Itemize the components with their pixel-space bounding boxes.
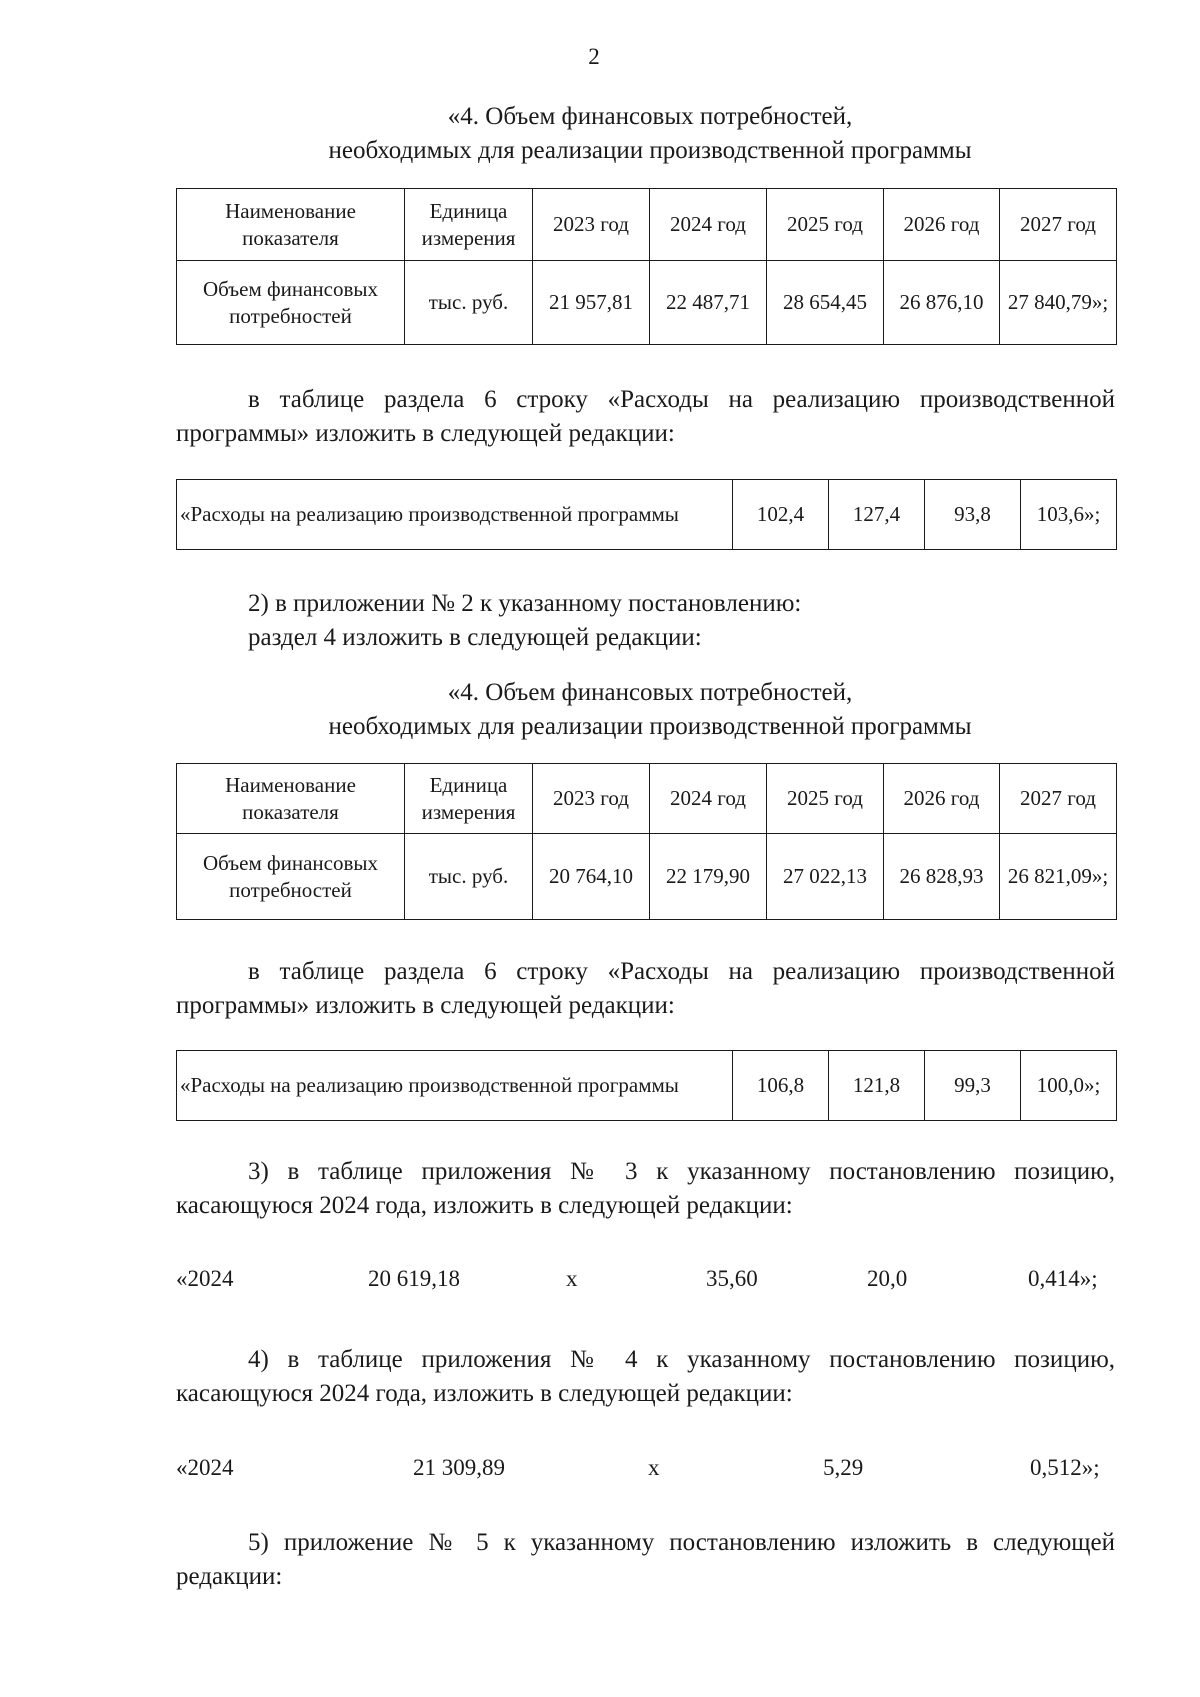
heading-line-2: необходимых для реализации производственной программы bbox=[328, 137, 972, 164]
table-cell: 99,3 bbox=[925, 1051, 1021, 1121]
item-3-value: 35,60 bbox=[706, 1266, 758, 1291]
header-cell: 2025 год bbox=[767, 764, 884, 834]
costs-table-2 bbox=[176, 1050, 1117, 1121]
item-5-paragraph: 5) приложение № 5 к указанному постановлению изложить в следующей редакции: bbox=[176, 1529, 1115, 1590]
paragraph-costs-1: в таблице раздела 6 строку «Расходы на реализацию производственной программы» изложить в следующей редакции: bbox=[176, 386, 1115, 447]
financial-needs-table-2 bbox=[176, 763, 1117, 920]
item-4-value: 0,512»; bbox=[1030, 1455, 1100, 1480]
table-header-row bbox=[177, 764, 1117, 834]
header-cell: Единица измерения bbox=[405, 764, 533, 834]
table-cell: 22 179,90 bbox=[650, 834, 767, 920]
heading-line-1: «4. Объем финансовых потребностей, bbox=[447, 679, 853, 706]
table-cell: 26 876,10 bbox=[884, 261, 1000, 345]
header-cell: 2024 год bbox=[650, 764, 767, 834]
item-3-value: 0,414»; bbox=[1028, 1266, 1098, 1291]
item-3-paragraph: 3) в таблице приложения № 3 к указанному постановлению позицию, касающуюся 2024 года, изложить в следующей редакции: bbox=[176, 1158, 1115, 1219]
header-cell: 2026 год bbox=[884, 189, 1000, 261]
table-cell: 26 828,93 bbox=[884, 834, 1000, 920]
table-row bbox=[177, 834, 1117, 920]
table-cell: тыс. руб. bbox=[405, 261, 533, 345]
heading-line-2: необходимых для реализации производственной программы bbox=[328, 713, 972, 740]
item-4-value: 21 309,89 bbox=[413, 1455, 505, 1480]
heading-line-1: «4. Объем финансовых потребностей, bbox=[447, 103, 853, 130]
costs-label: «Расходы на реализацию производственной программы bbox=[177, 480, 733, 550]
table-row bbox=[177, 1051, 1117, 1121]
table-cell: 100,0»; bbox=[1021, 1051, 1117, 1121]
table-cell: 106,8 bbox=[733, 1051, 829, 1121]
table-cell: Объем финансовых потребностей bbox=[177, 834, 405, 920]
item-3-value: «2024 bbox=[176, 1266, 234, 1291]
costs-table-1 bbox=[176, 479, 1117, 550]
item-2-line-2: раздел 4 изложить в следующей редакции: bbox=[248, 624, 702, 651]
header-cell: Наименование показателя bbox=[177, 189, 405, 261]
table-cell: 26 821,09»; bbox=[1000, 834, 1117, 920]
item-4-value: «2024 bbox=[176, 1455, 234, 1480]
item-2-line-1: 2) в приложении № 2 к указанному постановлению: bbox=[248, 590, 802, 617]
table-cell: 127,4 bbox=[829, 480, 925, 550]
table-cell: 20 764,10 bbox=[533, 834, 650, 920]
item-3-value: х bbox=[566, 1266, 578, 1291]
item-3-value: 20 619,18 bbox=[368, 1266, 460, 1291]
table-cell: 28 654,45 bbox=[767, 261, 884, 345]
costs-label: «Расходы на реализацию производственной программы bbox=[177, 1051, 733, 1121]
paragraph-costs-2: в таблице раздела 6 строку «Расходы на реализацию производственной программы» изложить в следующей редакции: bbox=[176, 958, 1115, 1019]
header-cell: 2023 год bbox=[533, 189, 650, 261]
item-4-value: 5,29 bbox=[823, 1455, 864, 1480]
header-cell: 2026 год bbox=[884, 764, 1000, 834]
financial-needs-table-1 bbox=[176, 188, 1117, 345]
header-cell: 2023 год bbox=[533, 764, 650, 834]
table-header-row bbox=[177, 189, 1117, 261]
header-cell: Наименование показателя bbox=[177, 764, 405, 834]
table-cell: 103,6»; bbox=[1021, 480, 1117, 550]
header-cell: 2027 год bbox=[1000, 764, 1117, 834]
item-4-paragraph: 4) в таблице приложения № 4 к указанному постановлению позицию, касающуюся 2024 года, изложить в следующей редакции: bbox=[176, 1346, 1115, 1407]
header-cell: 2027 год bbox=[1000, 189, 1117, 261]
section-heading-1 bbox=[150, 100, 1150, 168]
item-4-value: х bbox=[648, 1455, 660, 1480]
table-cell: 21 957,81 bbox=[533, 261, 650, 345]
header-cell: 2025 год bbox=[767, 189, 884, 261]
item-3-value: 20,0 bbox=[867, 1266, 908, 1291]
table-cell: 27 840,79»; bbox=[1000, 261, 1117, 345]
table-cell: 27 022,13 bbox=[767, 834, 884, 920]
header-cell: Единица измерения bbox=[405, 189, 533, 261]
section-heading-2 bbox=[150, 676, 1150, 744]
table-cell: 93,8 bbox=[925, 480, 1021, 550]
table-row bbox=[177, 261, 1117, 345]
table-cell: тыс. руб. bbox=[405, 834, 533, 920]
table-cell: 22 487,71 bbox=[650, 261, 767, 345]
table-cell: 121,8 bbox=[829, 1051, 925, 1121]
table-row bbox=[177, 480, 1117, 550]
table-cell: 102,4 bbox=[733, 480, 829, 550]
header-cell: 2024 год bbox=[650, 189, 767, 261]
table-cell: Объем финансовых потребностей bbox=[177, 261, 405, 345]
page-number: 2 bbox=[588, 44, 600, 69]
